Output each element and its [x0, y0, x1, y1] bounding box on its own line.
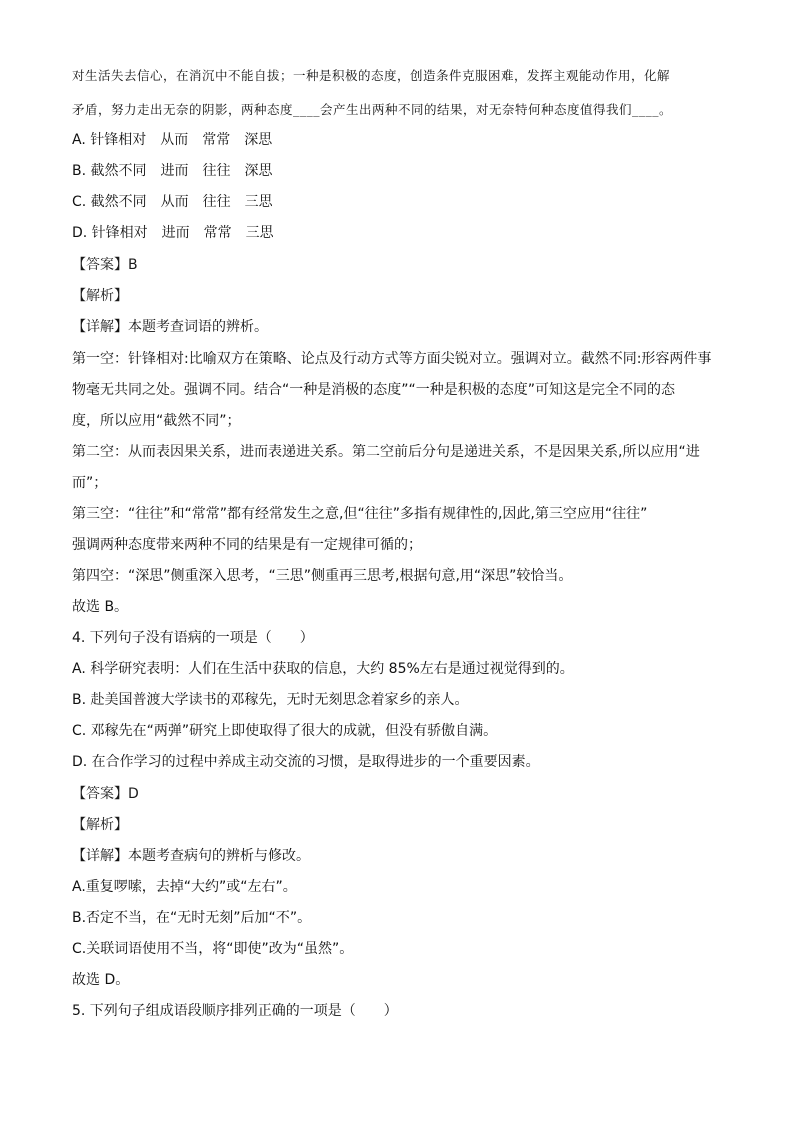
- q3-explain-line: 物毫无共同之处。强调不同。结合“一种是消极的态度”“一种是积极的态度”可知这是完全不同的态: [72, 382, 676, 398]
- q3-option-b: B. 截然不同 进而 往往 深思: [72, 163, 273, 179]
- q4-conclusion: 故选 D。: [72, 972, 130, 988]
- q4-explain-line: B.否定不当，在“无时无刻”后加“不”。: [72, 910, 312, 926]
- q3-explain-line: 第一空：针锋相对:比喻双方在策略、论点及行动方式等方面尖锐对立。强调对立。截然不同:形容两件事: [72, 351, 712, 367]
- q3-explain-line: 第二空：从而表因果关系，进而表递进关系。第二空前后分句是递进关系，不是因果关系,所以应用“进: [72, 444, 700, 460]
- q3-explain-line: 强调两种态度带来两种不同的结果是有一定规律可循的；: [72, 537, 422, 553]
- q4-option-a: A. 科学研究表明：人们在生活中获取的信息，大约 85%左右是通过视觉得到的。: [72, 661, 574, 677]
- q3-detail: 【详解】本题考查词语的辨析。: [72, 319, 268, 335]
- q5-stem: 5. 下列句子组成语段顺序排列正确的一项是（ ）: [72, 1003, 398, 1019]
- q4-option-c: C. 邓稼先在“两弹”研究上即使取得了很大的成就，但没有骄傲自满。: [72, 723, 498, 739]
- q3-analysis-label: 【解析】: [72, 288, 128, 304]
- q3-stem-line: 对生活失去信心，在消沉中不能自拔；一种是积极的态度，创造条件克服困难，发挥主观能动作用，化解: [72, 68, 671, 83]
- q3-stem-line: 矛盾，努力走出无奈的阴影，两种态度____会产生出两种不同的结果，对无奈特何种态度值得我们____。: [72, 102, 673, 117]
- q3-explain-line: 度，所以应用“截然不同”；: [72, 413, 241, 429]
- q3-explain-line: 第四空：“深思”侧重深入思考，“三思”侧重再三思考,根据句意,用“深思”较恰当。: [72, 568, 573, 584]
- q4-explain-line: C.关联词语使用不当，将“即使”改为“虽然”。: [72, 941, 354, 957]
- q3-explain-line: 而”；: [72, 475, 108, 491]
- q4-stem: 4. 下列句子没有语病的一项是（ ）: [72, 630, 314, 646]
- q4-option-d: D. 在合作学习的过程中养成主动交流的习惯，是取得进步的一个重要因素。: [72, 754, 540, 770]
- q4-analysis-label: 【解析】: [72, 817, 128, 833]
- q3-answer: 【答案】B: [72, 257, 138, 273]
- q3-option-c: C. 截然不同 从而 往往 三思: [72, 194, 273, 210]
- q3-conclusion: 故选 B。: [72, 599, 129, 615]
- q4-detail: 【详解】本题考查病句的辨析与修改。: [72, 848, 310, 864]
- q3-explain-line: 第三空：“往往”和“常常”都有经常发生之意,但“往往”多指有规律性的,因此,第三空应用“往往”: [72, 506, 648, 522]
- q4-option-b: B. 赴美国普渡大学读书的邓稼先，无时无刻思念着家乡的亲人。: [72, 692, 469, 708]
- q3-option-a: A. 针锋相对 从而 常常 深思: [72, 132, 273, 148]
- q4-answer: 【答案】D: [72, 786, 139, 802]
- q3-option-d: D. 针锋相对 进而 常常 三思: [72, 225, 274, 241]
- q4-explain-line: A.重复啰嗦，去掉“大约”或“左右”。: [72, 879, 297, 895]
